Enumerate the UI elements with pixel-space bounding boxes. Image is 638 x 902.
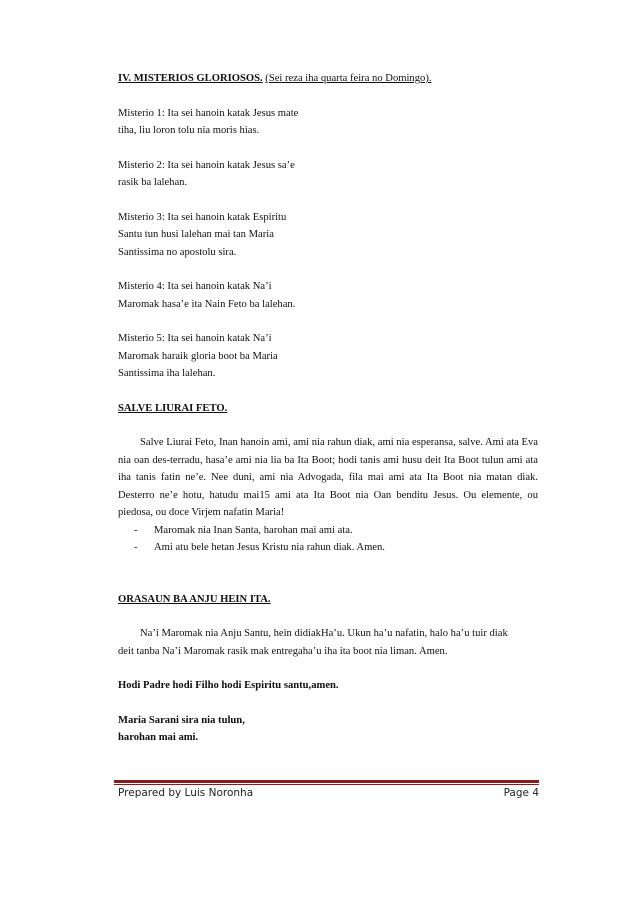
page-content [118, 70, 538, 747]
list-item-text: Maromak nia Inan Santa, harohan mai ami ata. [154, 524, 353, 536]
mystery-3-line-1: Misterio 3: Ita sei hanoin katak Espiritu [118, 211, 287, 223]
salve-list [118, 522, 538, 557]
mystery-1-line-1: Misterio 1: Ita sei hanoin katak Jesus mate [118, 107, 299, 119]
list-item [118, 522, 538, 540]
mystery-2-line-2: rasik ba lalehan. [118, 177, 188, 188]
closing-line-2: harohan mai ami. [118, 732, 199, 743]
footer-author: Prepared by Luis Noronha [118, 787, 254, 799]
footer-rule [114, 780, 539, 783]
salve-paragraph: Salve Liurai Feto, Inan hanoin ami, ami nia rahun diak, ami nia esperansa, salve. Ami ata Eva nia oan des-terradu, hasa’e ami nia lia ba Ita Boot; hodi tanis ami husu deit Ita Boot tulun ami ata iha tanis fatin ne’e. Nee duni, ami nia Advogada, fila mai ami ata Ita Boot nia matan diak. Desterro ne’e hotu, hatudu mai15 ami ata Ita Boot nia Oan benditu Jesus. Ou elemente, ou piedosa, ou doce Virjem nafatin Maria! [118, 437, 538, 518]
closing-line-1: Maria Sarani sira nia tulun, [118, 714, 245, 726]
mystery-1-line-2: tiha, liu loron tolu nia moris hias. [118, 125, 260, 136]
section-title-note: (Sei reza iha quarta feira no Domingo). [265, 73, 432, 84]
orasaun-line-1: Na’i Maromak nia Anju Santu, hein didiakHa’u. Ukun ha’u nafatin, halo ha’u tuir diak [140, 628, 508, 639]
section-title [118, 70, 538, 88]
dash-bullet: - [134, 524, 138, 536]
mystery-3-line-3: Santissima no apostolu sira. [118, 246, 237, 258]
mystery-5-line-2: Maromak haraik gloria boot ba Maria [118, 350, 278, 362]
page-footer [118, 787, 539, 799]
mystery-5-line-1: Misterio 5: Ita sei hanoin katak Na’i [118, 333, 272, 344]
orasaun-line-2: deit tanba Na’i Maromak rasik mak entregaha’u iha ita boot nia liman. Amen. [118, 645, 448, 657]
mystery-4-line-1: Misterio 4: Ita sei hanoin katak Na’i [118, 281, 272, 292]
list-item [118, 539, 538, 557]
mystery-3-line-2: Santu tun husi lalehan mai tan Maria [118, 229, 274, 240]
list-item-text: Ami atu bele hetan Jesus Kristu nia rahun diak. Amen. [154, 542, 385, 553]
salve-heading: SALVE LIURAI FETO. [118, 402, 228, 414]
orasaun-heading: ORASAUN BA ANJU HEIN ITA. [118, 593, 271, 605]
section-title-label: IV. MISTERIOS GLORIOSOS. [118, 73, 263, 84]
mystery-4-line-2: Maromak hasa’e ita Nain Feto ba lalehan. [118, 298, 296, 310]
sign-of-cross: Hodi Padre hodi Filho hodi Espiritu santu,amen. [118, 680, 339, 691]
mystery-2-line-1: Misterio 2: Ita sei hanoin katak Jesus sa’e [118, 159, 295, 171]
dash-bullet: - [134, 542, 138, 553]
page-number: Page 4 [503, 787, 539, 799]
mystery-5-line-3: Santissima iha lalehan. [118, 368, 216, 379]
footer-rule-thin [114, 784, 539, 785]
